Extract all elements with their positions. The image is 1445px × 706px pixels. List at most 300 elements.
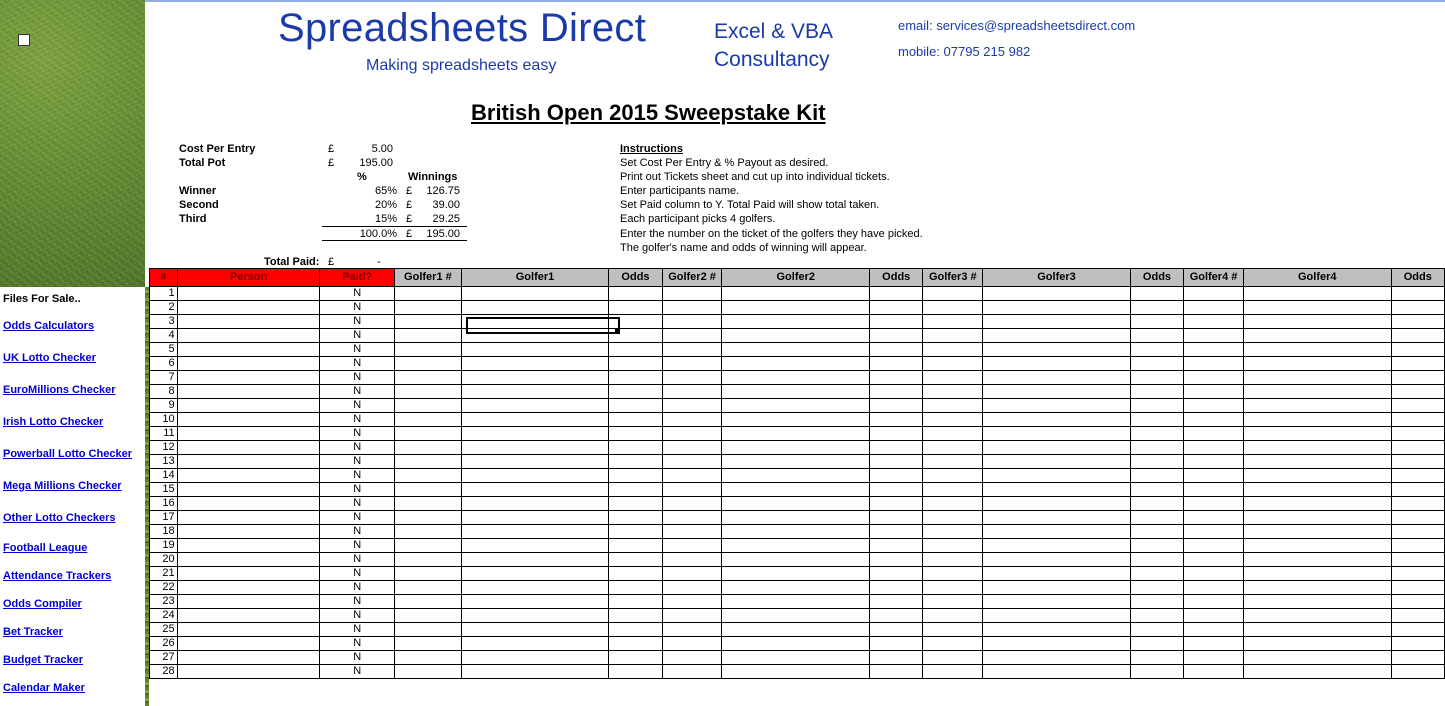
grid-cell[interactable]: [1130, 469, 1183, 483]
grid-cell[interactable]: [662, 595, 722, 609]
grid-cell[interactable]: [1130, 553, 1183, 567]
grid-cell[interactable]: [870, 455, 923, 469]
grid-cell[interactable]: [461, 525, 609, 539]
grid-cell[interactable]: [1243, 553, 1391, 567]
grid-cell[interactable]: [609, 595, 662, 609]
grid-cell[interactable]: [395, 511, 462, 525]
grid-cell[interactable]: [609, 623, 662, 637]
grid-cell[interactable]: [870, 315, 923, 329]
grid-cell[interactable]: [1391, 525, 1444, 539]
grid-cell[interactable]: [395, 315, 462, 329]
grid-cell[interactable]: [722, 455, 870, 469]
grid-cell[interactable]: [662, 315, 722, 329]
grid-cell[interactable]: [870, 427, 923, 441]
grid-cell[interactable]: [870, 511, 923, 525]
grid-cell[interactable]: [1391, 343, 1444, 357]
grid-cell[interactable]: [923, 357, 983, 371]
grid-cell[interactable]: [1243, 469, 1391, 483]
grid-cell[interactable]: [609, 287, 662, 301]
grid-cell[interactable]: [722, 315, 870, 329]
grid-cell[interactable]: [870, 371, 923, 385]
grid-cell[interactable]: [662, 511, 722, 525]
grid-cell[interactable]: [1391, 637, 1444, 651]
grid-cell[interactable]: [662, 399, 722, 413]
paid-cell[interactable]: N: [320, 525, 395, 539]
grid-cell[interactable]: [1184, 441, 1244, 455]
person-cell[interactable]: [177, 497, 320, 511]
grid-cell[interactable]: [1130, 287, 1183, 301]
header-odds4[interactable]: Odds: [1391, 269, 1444, 287]
grid-cell[interactable]: [461, 301, 609, 315]
grid-cell[interactable]: [1243, 371, 1391, 385]
grid-cell[interactable]: [1391, 357, 1444, 371]
grid-cell[interactable]: [1184, 287, 1244, 301]
person-cell[interactable]: [177, 371, 320, 385]
grid-cell[interactable]: [395, 609, 462, 623]
person-cell[interactable]: [177, 665, 320, 679]
grid-cell[interactable]: [1391, 581, 1444, 595]
grid-cell[interactable]: [870, 665, 923, 679]
grid-cell[interactable]: [395, 567, 462, 581]
grid-cell[interactable]: [662, 637, 722, 651]
grid-cell[interactable]: [662, 413, 722, 427]
grid-cell[interactable]: [1243, 441, 1391, 455]
grid-cell[interactable]: [662, 567, 722, 581]
grid-cell[interactable]: [395, 497, 462, 511]
grid-cell[interactable]: [722, 399, 870, 413]
grid-cell[interactable]: [1391, 497, 1444, 511]
grid-cell[interactable]: [983, 609, 1131, 623]
grid-cell[interactable]: [1130, 483, 1183, 497]
grid-cell[interactable]: [609, 567, 662, 581]
grid-cell[interactable]: [923, 539, 983, 553]
grid-cell[interactable]: [923, 581, 983, 595]
grid-cell[interactable]: [609, 399, 662, 413]
person-cell[interactable]: [177, 623, 320, 637]
grid-cell[interactable]: [1243, 413, 1391, 427]
paid-cell[interactable]: N: [320, 539, 395, 553]
grid-cell[interactable]: [1243, 315, 1391, 329]
grid-cell[interactable]: [1130, 385, 1183, 399]
grid-cell[interactable]: [1243, 301, 1391, 315]
grid-cell[interactable]: [1130, 651, 1183, 665]
grid-cell[interactable]: [983, 315, 1131, 329]
grid-cell[interactable]: [1184, 357, 1244, 371]
person-cell[interactable]: [177, 385, 320, 399]
grid-cell[interactable]: [722, 497, 870, 511]
grid-cell[interactable]: [1243, 623, 1391, 637]
grid-cell[interactable]: [1391, 301, 1444, 315]
sidebar-link-mega-millions-checker[interactable]: Mega Millions Checker: [3, 480, 122, 492]
grid-cell[interactable]: [722, 357, 870, 371]
grid-cell[interactable]: [662, 441, 722, 455]
person-cell[interactable]: [177, 581, 320, 595]
grid-cell[interactable]: [923, 301, 983, 315]
sidebar-link-irish-lotto-checker[interactable]: Irish Lotto Checker: [3, 416, 104, 428]
grid-cell[interactable]: [870, 567, 923, 581]
grid-cell[interactable]: [1130, 455, 1183, 469]
grid-cell[interactable]: [923, 595, 983, 609]
header-golfer1-number[interactable]: Golfer1 #: [395, 269, 462, 287]
grid-cell[interactable]: [662, 357, 722, 371]
grid-cell[interactable]: [461, 539, 609, 553]
grid-cell[interactable]: [1184, 567, 1244, 581]
grid-cell[interactable]: [923, 413, 983, 427]
grid-cell[interactable]: [1130, 357, 1183, 371]
grid-cell[interactable]: [923, 525, 983, 539]
grid-cell[interactable]: [870, 497, 923, 511]
grid-cell[interactable]: [609, 665, 662, 679]
grid-cell[interactable]: [1243, 637, 1391, 651]
grid-cell[interactable]: [983, 581, 1131, 595]
grid-cell[interactable]: [1130, 595, 1183, 609]
grid-cell[interactable]: [923, 315, 983, 329]
paid-cell[interactable]: N: [320, 567, 395, 581]
grid-cell[interactable]: [1243, 567, 1391, 581]
grid-cell[interactable]: [461, 455, 609, 469]
grid-cell[interactable]: [722, 329, 870, 343]
grid-cell[interactable]: [1130, 413, 1183, 427]
person-cell[interactable]: [177, 553, 320, 567]
grid-cell[interactable]: [923, 483, 983, 497]
grid-cell[interactable]: [722, 287, 870, 301]
grid-cell[interactable]: [395, 413, 462, 427]
winner-pct[interactable]: 65%: [374, 185, 397, 197]
grid-cell[interactable]: [609, 483, 662, 497]
grid-cell[interactable]: [662, 329, 722, 343]
grid-cell[interactable]: [1391, 609, 1444, 623]
grid-cell[interactable]: [923, 567, 983, 581]
grid-cell[interactable]: [983, 539, 1131, 553]
grid-cell[interactable]: [609, 413, 662, 427]
grid-cell[interactable]: [722, 567, 870, 581]
sidebar-link-odds-compiler[interactable]: Odds Compiler: [3, 598, 82, 610]
grid-cell[interactable]: [395, 525, 462, 539]
grid-cell[interactable]: [1243, 497, 1391, 511]
grid-cell[interactable]: [662, 651, 722, 665]
person-cell[interactable]: [177, 483, 320, 497]
grid-cell[interactable]: [395, 483, 462, 497]
grid-cell[interactable]: [722, 665, 870, 679]
grid-cell[interactable]: [609, 511, 662, 525]
grid-cell[interactable]: [1184, 525, 1244, 539]
grid-cell[interactable]: [923, 651, 983, 665]
grid-cell[interactable]: [1243, 595, 1391, 609]
header-golfer4-number[interactable]: Golfer4 #: [1184, 269, 1244, 287]
grid-cell[interactable]: [662, 371, 722, 385]
grid-cell[interactable]: [923, 385, 983, 399]
grid-cell[interactable]: [1184, 343, 1244, 357]
grid-cell[interactable]: [722, 595, 870, 609]
form-checkbox[interactable]: [18, 34, 30, 46]
grid-cell[interactable]: [1391, 385, 1444, 399]
grid-cell[interactable]: [662, 609, 722, 623]
paid-cell[interactable]: N: [320, 385, 395, 399]
grid-cell[interactable]: [870, 469, 923, 483]
grid-cell[interactable]: [983, 637, 1131, 651]
grid-cell[interactable]: [662, 581, 722, 595]
grid-cell[interactable]: [461, 441, 609, 455]
grid-cell[interactable]: [870, 357, 923, 371]
grid-cell[interactable]: [461, 427, 609, 441]
paid-cell[interactable]: N: [320, 637, 395, 651]
grid-cell[interactable]: [722, 553, 870, 567]
grid-cell[interactable]: [1184, 399, 1244, 413]
grid-cell[interactable]: [1391, 665, 1444, 679]
grid-cell[interactable]: [722, 511, 870, 525]
person-cell[interactable]: [177, 469, 320, 483]
grid-cell[interactable]: [1391, 371, 1444, 385]
grid-cell[interactable]: [461, 385, 609, 399]
grid-cell[interactable]: [1243, 581, 1391, 595]
grid-cell[interactable]: [395, 665, 462, 679]
grid-cell[interactable]: [1130, 525, 1183, 539]
header-golfer2-number[interactable]: Golfer2 #: [662, 269, 722, 287]
grid-cell[interactable]: [722, 525, 870, 539]
grid-cell[interactable]: [395, 455, 462, 469]
grid-cell[interactable]: [609, 553, 662, 567]
paid-cell[interactable]: N: [320, 427, 395, 441]
grid-cell[interactable]: [395, 399, 462, 413]
grid-cell[interactable]: [1391, 441, 1444, 455]
paid-cell[interactable]: N: [320, 483, 395, 497]
grid-cell[interactable]: [1391, 399, 1444, 413]
grid-cell[interactable]: [461, 553, 609, 567]
grid-cell[interactable]: [395, 371, 462, 385]
grid-cell[interactable]: [1130, 581, 1183, 595]
grid-cell[interactable]: [395, 301, 462, 315]
grid-cell[interactable]: [983, 497, 1131, 511]
grid-cell[interactable]: [461, 511, 609, 525]
paid-cell[interactable]: N: [320, 343, 395, 357]
paid-cell[interactable]: N: [320, 623, 395, 637]
grid-cell[interactable]: [395, 441, 462, 455]
grid-cell[interactable]: [1391, 315, 1444, 329]
header-golfer3-number[interactable]: Golfer3 #: [923, 269, 983, 287]
grid-cell[interactable]: [870, 343, 923, 357]
sidebar-link-calendar-maker[interactable]: Calendar Maker: [3, 682, 85, 694]
grid-cell[interactable]: [722, 539, 870, 553]
grid-cell[interactable]: [395, 287, 462, 301]
grid-cell[interactable]: [1243, 525, 1391, 539]
grid-cell[interactable]: [461, 637, 609, 651]
paid-cell[interactable]: N: [320, 665, 395, 679]
grid-cell[interactable]: [1391, 427, 1444, 441]
grid-cell[interactable]: [1184, 315, 1244, 329]
grid-cell[interactable]: [983, 665, 1131, 679]
grid-cell[interactable]: [662, 497, 722, 511]
grid-cell[interactable]: [1391, 413, 1444, 427]
person-cell[interactable]: [177, 455, 320, 469]
grid-cell[interactable]: [1184, 609, 1244, 623]
sidebar-link-bet-tracker[interactable]: Bet Tracker: [3, 626, 63, 638]
grid-cell[interactable]: [662, 665, 722, 679]
grid-cell[interactable]: [923, 343, 983, 357]
paid-cell[interactable]: N: [320, 651, 395, 665]
grid-cell[interactable]: [983, 525, 1131, 539]
grid-cell[interactable]: [983, 427, 1131, 441]
grid-cell[interactable]: [870, 539, 923, 553]
header-odds2[interactable]: Odds: [870, 269, 923, 287]
grid-cell[interactable]: [1184, 329, 1244, 343]
grid-cell[interactable]: [1243, 427, 1391, 441]
paid-cell[interactable]: N: [320, 609, 395, 623]
grid-cell[interactable]: [662, 385, 722, 399]
grid-cell[interactable]: [395, 651, 462, 665]
grid-cell[interactable]: [609, 301, 662, 315]
person-cell[interactable]: [177, 511, 320, 525]
person-cell[interactable]: [177, 525, 320, 539]
fill-handle[interactable]: [615, 328, 620, 333]
paid-cell[interactable]: N: [320, 357, 395, 371]
sidebar-link-other-lotto-checkers[interactable]: Other Lotto Checkers: [3, 512, 116, 524]
grid-cell[interactable]: [983, 371, 1131, 385]
cost-per-entry-value[interactable]: 5.00: [371, 143, 393, 155]
grid-cell[interactable]: [1243, 455, 1391, 469]
grid-cell[interactable]: [609, 581, 662, 595]
grid-cell[interactable]: [662, 301, 722, 315]
grid-cell[interactable]: [923, 553, 983, 567]
grid-cell[interactable]: [1130, 539, 1183, 553]
selected-cell[interactable]: [466, 317, 620, 334]
grid-cell[interactable]: [722, 385, 870, 399]
sidebar-link-odds-calculators[interactable]: Odds Calculators: [3, 320, 95, 332]
grid-cell[interactable]: [609, 441, 662, 455]
grid-cell[interactable]: [461, 287, 609, 301]
grid-cell[interactable]: [609, 637, 662, 651]
grid-cell[interactable]: [870, 301, 923, 315]
paid-cell[interactable]: N: [320, 399, 395, 413]
person-cell[interactable]: [177, 441, 320, 455]
grid-cell[interactable]: [1130, 441, 1183, 455]
grid-cell[interactable]: [1243, 399, 1391, 413]
grid-cell[interactable]: [395, 623, 462, 637]
grid-cell[interactable]: [461, 651, 609, 665]
grid-cell[interactable]: [870, 287, 923, 301]
grid-cell[interactable]: [461, 623, 609, 637]
grid-cell[interactable]: [722, 483, 870, 497]
grid-cell[interactable]: [461, 469, 609, 483]
grid-cell[interactable]: [1243, 385, 1391, 399]
grid-cell[interactable]: [870, 553, 923, 567]
grid-cell[interactable]: [722, 609, 870, 623]
grid-cell[interactable]: [461, 665, 609, 679]
grid-cell[interactable]: [983, 623, 1131, 637]
grid-cell[interactable]: [983, 553, 1131, 567]
grid-cell[interactable]: [1243, 665, 1391, 679]
grid-cell[interactable]: [722, 343, 870, 357]
header-golfer4[interactable]: Golfer4: [1243, 269, 1391, 287]
grid-cell[interactable]: [1184, 637, 1244, 651]
grid-cell[interactable]: [722, 413, 870, 427]
grid-cell[interactable]: [983, 483, 1131, 497]
grid-cell[interactable]: [395, 427, 462, 441]
grid-cell[interactable]: [395, 539, 462, 553]
grid-cell[interactable]: [609, 427, 662, 441]
grid-cell[interactable]: [1391, 567, 1444, 581]
grid-cell[interactable]: [923, 427, 983, 441]
paid-cell[interactable]: N: [320, 371, 395, 385]
person-cell[interactable]: [177, 399, 320, 413]
grid-cell[interactable]: [1184, 301, 1244, 315]
grid-cell[interactable]: [1130, 371, 1183, 385]
grid-cell[interactable]: [870, 483, 923, 497]
grid-cell[interactable]: [395, 329, 462, 343]
grid-cell[interactable]: [1391, 623, 1444, 637]
grid-cell[interactable]: [609, 343, 662, 357]
grid-cell[interactable]: [1184, 553, 1244, 567]
grid-cell[interactable]: [722, 581, 870, 595]
grid-cell[interactable]: [609, 385, 662, 399]
grid-cell[interactable]: [662, 427, 722, 441]
header-person[interactable]: Person: [177, 269, 320, 287]
grid-cell[interactable]: [1243, 511, 1391, 525]
grid-cell[interactable]: [870, 525, 923, 539]
sidebar-link-euromillions-checker[interactable]: EuroMillions Checker: [3, 384, 116, 396]
person-cell[interactable]: [177, 427, 320, 441]
person-cell[interactable]: [177, 301, 320, 315]
grid-cell[interactable]: [395, 637, 462, 651]
grid-cell[interactable]: [870, 385, 923, 399]
grid-cell[interactable]: [923, 469, 983, 483]
grid-cell[interactable]: [923, 399, 983, 413]
grid-cell[interactable]: [662, 343, 722, 357]
header-number[interactable]: #: [150, 269, 178, 287]
grid-cell[interactable]: [1130, 329, 1183, 343]
grid-cell[interactable]: [1391, 455, 1444, 469]
grid-cell[interactable]: [870, 413, 923, 427]
grid-cell[interactable]: [461, 497, 609, 511]
person-cell[interactable]: [177, 539, 320, 553]
grid-cell[interactable]: [395, 581, 462, 595]
grid-cell[interactable]: [1130, 511, 1183, 525]
grid-cell[interactable]: [609, 525, 662, 539]
grid-cell[interactable]: [983, 455, 1131, 469]
grid-cell[interactable]: [923, 609, 983, 623]
grid-cell[interactable]: [983, 469, 1131, 483]
grid-cell[interactable]: [870, 595, 923, 609]
grid-cell[interactable]: [983, 301, 1131, 315]
grid-cell[interactable]: [1391, 287, 1444, 301]
grid-cell[interactable]: [461, 413, 609, 427]
grid-cell[interactable]: [870, 651, 923, 665]
header-golfer3[interactable]: Golfer3: [983, 269, 1131, 287]
grid-cell[interactable]: [983, 651, 1131, 665]
grid-cell[interactable]: [662, 539, 722, 553]
paid-cell[interactable]: N: [320, 497, 395, 511]
grid-cell[interactable]: [609, 455, 662, 469]
grid-cell[interactable]: [983, 343, 1131, 357]
sidebar-link-football-league[interactable]: Football League: [3, 542, 88, 554]
grid-cell[interactable]: [1391, 329, 1444, 343]
person-cell[interactable]: [177, 357, 320, 371]
person-cell[interactable]: [177, 413, 320, 427]
grid-cell[interactable]: [662, 287, 722, 301]
person-cell[interactable]: [177, 287, 320, 301]
grid-cell[interactable]: [461, 609, 609, 623]
person-cell[interactable]: [177, 651, 320, 665]
grid-cell[interactable]: [609, 609, 662, 623]
sidebar-link-powerball-lotto-checker[interactable]: Powerball Lotto Checker: [3, 448, 132, 460]
grid-cell[interactable]: [662, 525, 722, 539]
grid-cell[interactable]: [1184, 469, 1244, 483]
grid-cell[interactable]: [1130, 399, 1183, 413]
person-cell[interactable]: [177, 315, 320, 329]
grid-cell[interactable]: [1391, 595, 1444, 609]
header-paid[interactable]: Paid?: [320, 269, 395, 287]
grid-cell[interactable]: [609, 651, 662, 665]
grid-cell[interactable]: [870, 441, 923, 455]
